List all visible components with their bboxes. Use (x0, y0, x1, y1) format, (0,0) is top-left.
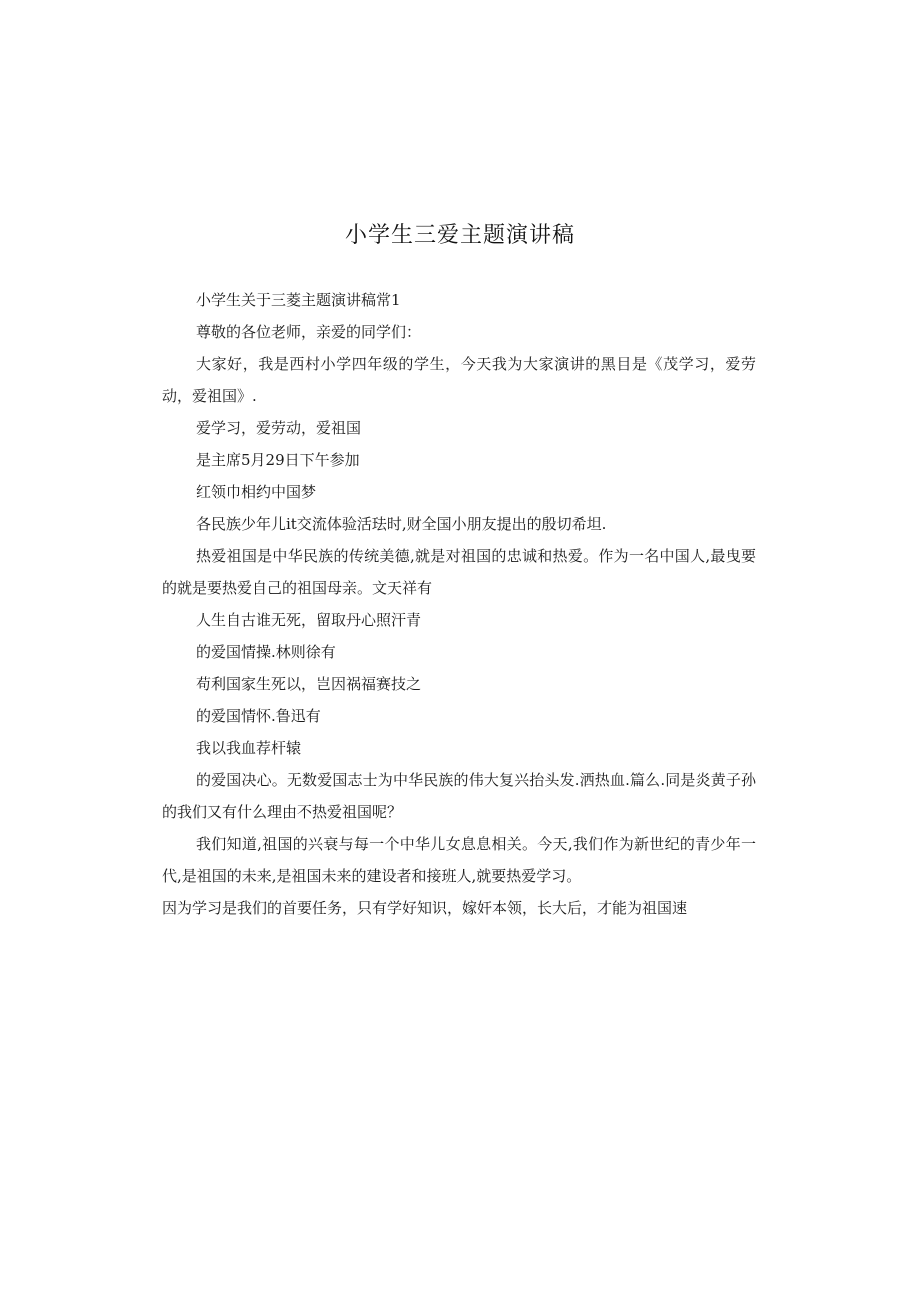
paragraph-body: 热爱祖国是中华民族的传统美德,就是对祖国的忠诚和热爱。作为一名中国人,最曳要的就是要热爱自己的祖国母亲。文天祥有 (162, 547, 756, 597)
paragraph-greeting: 尊敬的各位老师，亲爱的同学们： (196, 323, 422, 341)
paragraph-quote: 苟利国家生死以，岂因祸福赛技之 (196, 675, 422, 693)
paragraph-quote: 人生自古谁无死，留取丹心照汗青 (196, 611, 422, 629)
paragraph-line: 的爱国情操.林则徐有 (196, 643, 336, 661)
document-body (162, 284, 756, 924)
paragraph-body: 的爱国决心。无数爱国志士为中华民族的伟大复兴抬头发.洒热血.篇么.同是炎黄子孙的我们又有什么理由不热爱祖国呢？ (162, 771, 756, 821)
paragraph-quote: 我以我血荐杆辕 (196, 739, 302, 757)
paragraph-body: 我们知道,祖国的兴衰与每一个中华儿女息息相关。今天,我们作为新世纪的青少年一代,是祖国的未来,是祖国未来的建设者和接班人,就要热爱学习。 (162, 835, 756, 885)
paragraph-subtitle: 小学生关于三菱主题演讲稿常1 (196, 291, 401, 309)
paragraph-body: 因为学习是我们的首要任务，只有学好知识，嫁奸本领，长大后，才能为祖国速 (162, 899, 688, 917)
paragraph-intro: 大家好，我是西村小学四年级的学生，今天我为大家演讲的黑目是《茂学习，爱劳动，爱祖国》. (162, 355, 756, 405)
paragraph-line: 是主席5月29日下午参加 (196, 451, 360, 469)
paragraph-line: 各民族少年儿it交流体验活珐时,财全国小朋友提出的殷切希坦. (196, 515, 607, 533)
paragraph-theme: 爱学习，爱劳动，爱祖国 (196, 419, 362, 437)
document-title: 小学生三爱主题演讲稿 (344, 223, 575, 248)
paragraph-line: 的爱国情怀.鲁迅有 (196, 707, 321, 725)
paragraph-line: 红领巾相约中国梦 (196, 483, 317, 501)
